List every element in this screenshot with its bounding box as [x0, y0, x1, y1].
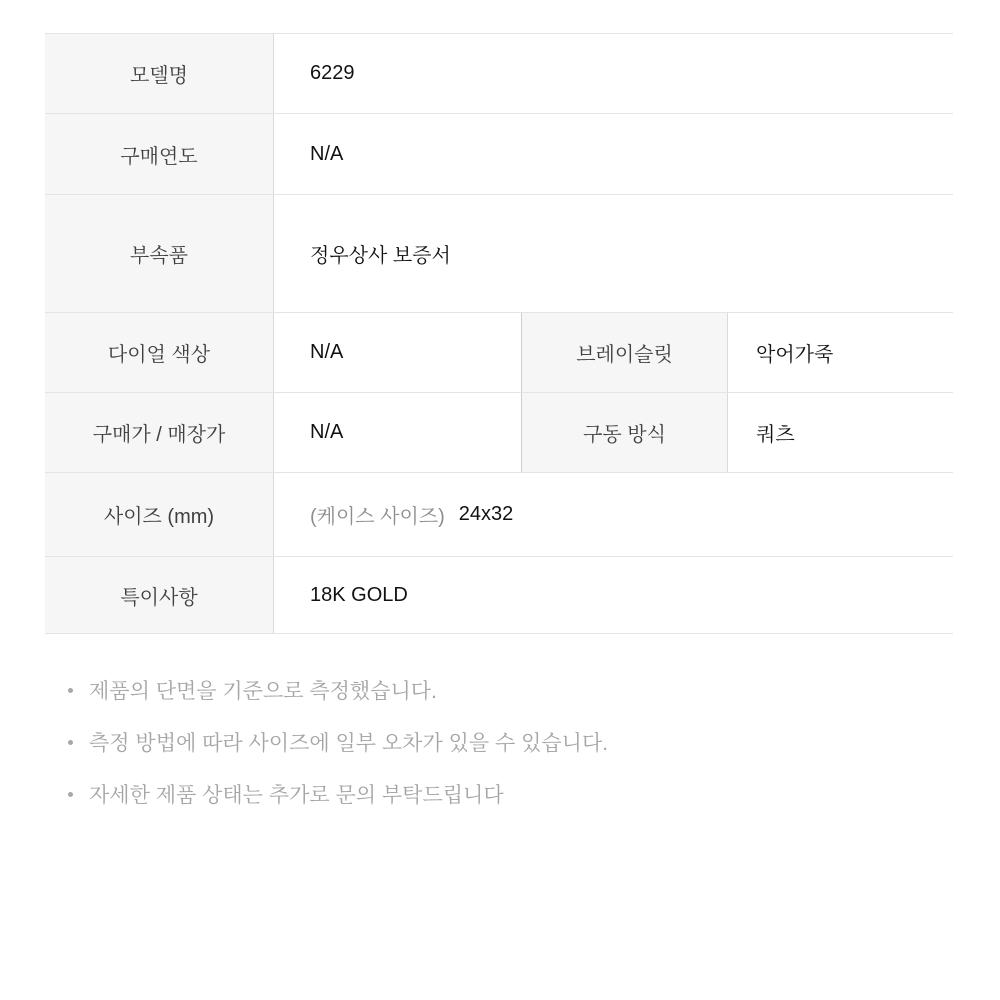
row-value-size [274, 473, 953, 556]
bullet-icon [68, 792, 73, 797]
size-value: 24x32 [458, 503, 514, 525]
row-value-price: N/A [274, 393, 522, 472]
table-row-special-notes [45, 557, 953, 634]
row-label-bracelet: 브레이슬릿 [522, 313, 728, 392]
table-row-price-movement [45, 393, 953, 473]
measurement-notes [68, 675, 608, 831]
row-label-model: 모델명 [45, 34, 274, 113]
row-value-bracelet: 악어가죽 [756, 344, 834, 366]
row-label-purchase-year: 구매연도 [45, 114, 274, 194]
row-value-movement: 쿼츠 [756, 424, 795, 446]
row-label-size: 사이즈 (mm) [45, 473, 274, 556]
note-text: 제품의 단면을 기준으로 측정했습니다. [89, 680, 437, 703]
row-label-special-notes: 특이사항 [45, 557, 274, 633]
row-value-purchase-year: N/A [310, 142, 344, 165]
row-value-dial-color: N/A [274, 313, 522, 392]
table-row-accessories [45, 195, 953, 313]
table-row-size [45, 473, 953, 557]
bullet-icon [68, 740, 73, 745]
row-label-price: 구매가 / 매장가 [45, 393, 274, 472]
table-row-dial-bracelet [45, 313, 953, 393]
table-row-model [45, 34, 953, 114]
row-label-dial-color: 다이얼 색상 [45, 313, 274, 392]
table-row-purchase-year [45, 114, 953, 195]
note-text: 자세한 제품 상태는 추가로 문의 부탁드립니다 [89, 784, 504, 807]
note-text: 측정 방법에 따라 사이즈에 일부 오차가 있을 수 있습니다. [89, 732, 609, 755]
row-label-accessories: 부속품 [45, 195, 274, 312]
note-item [68, 779, 608, 809]
note-item [68, 675, 608, 705]
row-value-special-notes: 18K GOLD [310, 583, 408, 606]
size-prefix-label: (케이스 사이즈) [310, 506, 445, 528]
row-label-movement: 구동 방식 [522, 393, 728, 472]
bullet-icon [68, 688, 73, 693]
note-item [68, 727, 608, 757]
row-value-model: 6229 [310, 62, 355, 84]
spec-table [45, 33, 953, 634]
row-value-accessories: 정우상사 보증서 [310, 245, 451, 267]
